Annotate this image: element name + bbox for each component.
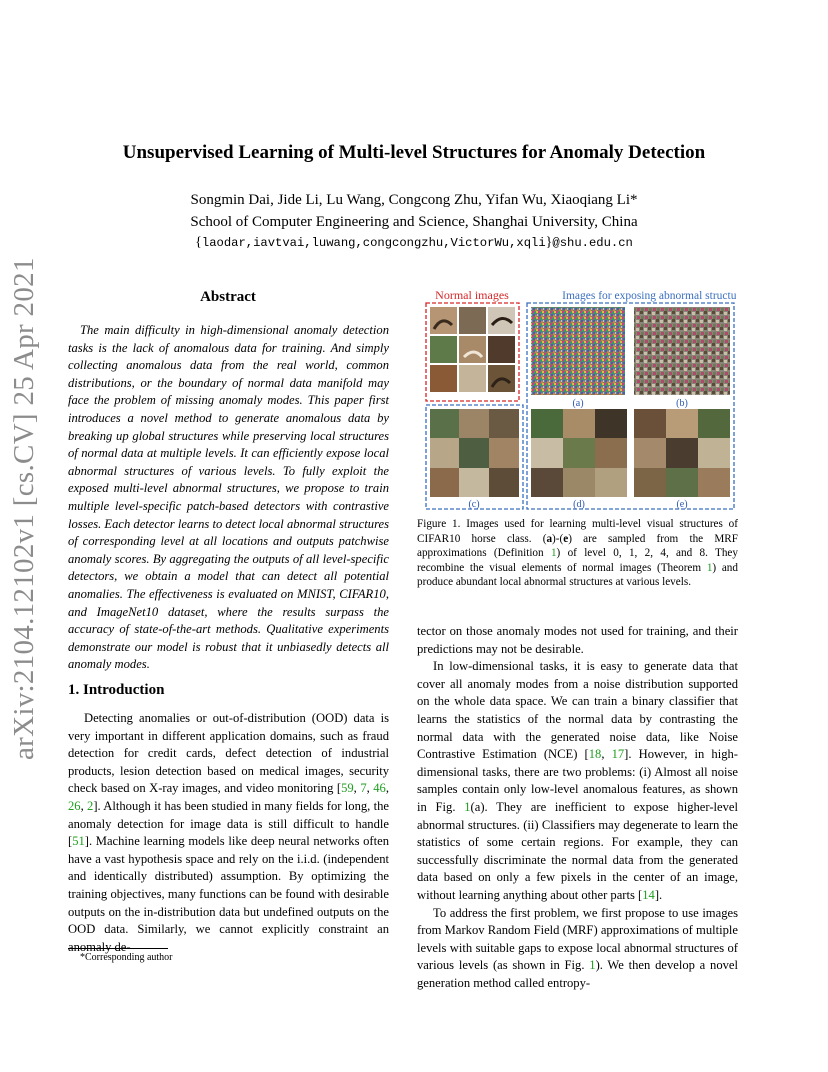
- email-domain: @shu.edu.cn: [552, 236, 633, 250]
- citation-link[interactable]: 7: [360, 781, 367, 796]
- panel-d-images: [531, 409, 627, 497]
- figure-1-image-grid: [424, 287, 736, 512]
- section-heading-introduction: 1. Introduction: [68, 682, 165, 698]
- normal-images-grid: [430, 307, 515, 392]
- citation-link[interactable]: 18: [588, 747, 602, 762]
- continued-paragraph: tector on those anomaly modes not used for training, and their predictions may not be desirable.: [417, 624, 738, 656]
- arxiv-stamp: arXiv:2104.12102v1 [cs.CV] 25 Apr 2021: [8, 257, 40, 760]
- abstract-text: The main difficulty in high-dimensional anomaly detection tasks is the lack of anomalous data for training. And simply collecting anomalous data from the real world, common distributions, or the boundary of normal data manifold may face the problem of missing anomaly modes. This paper first introduces a novel method to generate anomalous data by breaking up global structures while preserving local structures of normal data at multiple levels. It can efficiently expose local abnormal structures of various levels. To fully exploit the exposed multi-level abnormal structures, we propose to train multiple level-specific patch-based detectors with contrastive losses. Each detector learns to detect local abnormal structures of corresponding level at all locations and outputs patchwise anomaly scores. By aggregating the outputs of all level-specific detectors, we obtain a model that can detect all potential anomalies. The effectiveness is evaluated on MNIST, CIFAR10, and ImageNet10 dataset, where the results surpass the accuracy of state-of-the-art methods. Qualitative experiments demonstrate our model is robust that it unbiasedly detects all anomaly modes.: [68, 323, 389, 672]
- definition-link[interactable]: 1: [550, 547, 557, 560]
- author-list: Songmin Dai, Jide Li, Lu Wang, Congcong Zhu, Yifan Wu, Xiaoqiang Li*: [190, 192, 638, 208]
- paragraph-low-dimensional: In low-dimensional tasks, it is easy to generate data that cover all anomaly modes from a noise distribution supported on the whole data space. We can train a binary classifier that learns the statistics of the normal data by contrasting the normal data with the generated noise data, like Noise Contrastive Estimation (NCE) [18, 17]. However, in high-dimensional tasks, there are two problems: (i) Almost all noise samples contain only low-level anomalous features, as shown in Fig. 1(a). They are inefficient to expose higher-level abnormal structures. (ii) Classifiers may degenerate to learn the statistics of some certain regions. For example, they can successfully discriminate the normal data from the generated data based on only a few pixels in the center of an image, without learning anything about other parts [14].: [417, 659, 739, 902]
- footnote: *Corresponding author: [80, 952, 173, 963]
- figure-link[interactable]: 1: [464, 799, 471, 814]
- panel-c-images: [430, 409, 519, 497]
- figure-1: [424, 287, 736, 512]
- label-panel-a: (a): [572, 398, 584, 409]
- affiliation: School of Computer Engineering and Science, Shanghai University, China: [190, 214, 638, 230]
- citation-link[interactable]: 2: [87, 798, 94, 813]
- label-panel-c: (c): [468, 499, 480, 510]
- introduction-paragraph: Detecting anomalies or out-of-distribution (OOD) data is very important in different application domains, such as fraud detection for credit cards, defect detection of industrial products, lesion detection based on medical images, security check based on X-ray images, and video monitoring [59, 7, 46, 26, 2]. Although it has been studied in many fields for long, the anomaly detection for image data is still difficult to handle [51]. Machine learning models like deep neural networks often have a vast hypothesis space and rely on the i.i.d. (independent and identically distributed) assumption. By optimizing the training objectives, many functions can be found with desirable outputs on the in-distribution data but undefined outputs on the OOD data. Similarly, we cannot explicitly constraint an anomaly de-: [68, 711, 389, 954]
- paper-title: Unsupervised Learning of Multi-level Structures for Anomaly Detection: [122, 142, 706, 163]
- citation-link[interactable]: 17: [611, 747, 625, 762]
- label-panel-b: (b): [676, 398, 688, 409]
- email-users: laodar,iavtvai,luwang,congcongzhu,VictorWu,xqli: [201, 236, 546, 250]
- panel-e-images: [634, 409, 730, 497]
- theorem-link[interactable]: 1: [706, 561, 713, 574]
- panel-b-noise: [634, 307, 730, 395]
- label-exposing-images: Images for exposing abnormal structures: [562, 290, 736, 302]
- citation-link[interactable]: 26: [68, 798, 81, 813]
- citation-link[interactable]: 46: [373, 781, 386, 796]
- author-emails: {laodar,iavtvai,luwang,congcongzhu,VictorWu,xqli}@shu.edu.cn: [195, 235, 633, 250]
- figure-1-caption: Figure 1. Images used for learning multi-level visual structures of CIFAR10 horse class. (a)-(e) are sampled from the MRF approximations (Definition 1) of level 0, 1, 2, 4, and 8. They recombine the visual elements of normal images (Theorem 1) and produce abundant local abnormal structures at various levels.: [417, 518, 738, 589]
- footnote-rule: [68, 948, 168, 949]
- citation-link[interactable]: 59: [341, 781, 354, 796]
- label-normal-images: Normal images: [435, 288, 509, 302]
- figure-link[interactable]: 1: [589, 958, 596, 973]
- right-column-text: [417, 623, 738, 992]
- abstract-heading: Abstract: [200, 289, 256, 305]
- paragraph-first-problem: To address the first problem, we first propose to use images from Markov Random Field (MRF) approximations of multiple levels with suitable gaps to expose local abnormal structures of various levels (as shown in Fig. 1). We then develop a novel generation method called entropy-: [417, 905, 739, 990]
- panel-a-noise: [531, 307, 625, 395]
- label-panel-d: (d): [573, 499, 585, 510]
- label-panel-e: (e): [676, 499, 688, 510]
- citation-link[interactable]: 51: [72, 834, 85, 849]
- citation-link[interactable]: 14: [642, 887, 655, 902]
